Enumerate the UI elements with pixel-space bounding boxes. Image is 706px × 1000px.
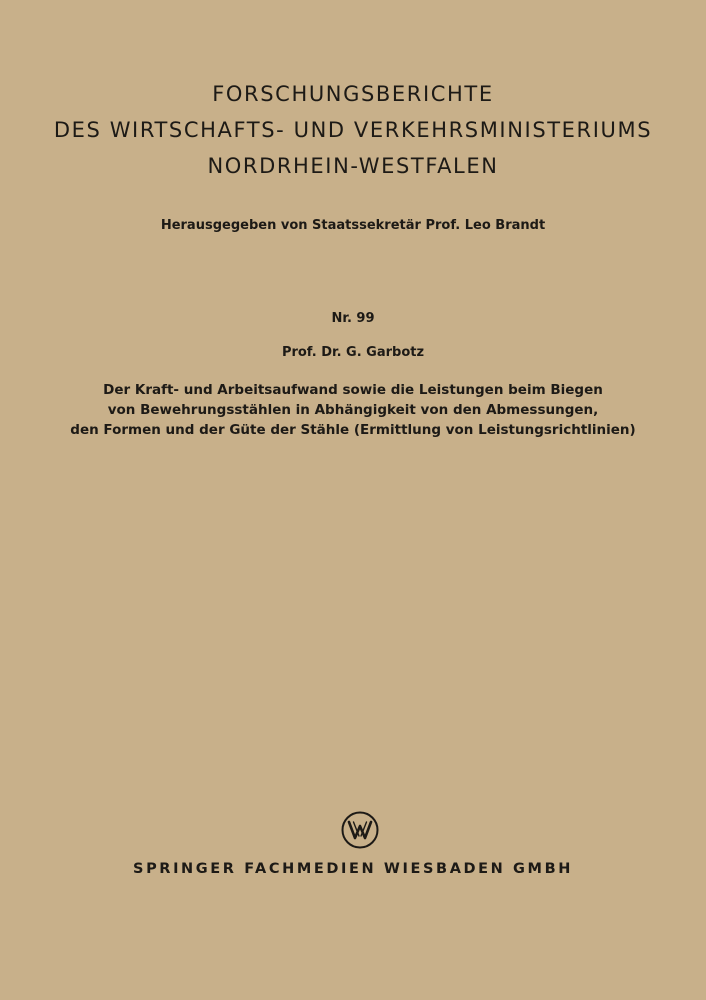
series-title-line-3: NORDRHEIN-WESTFALEN (207, 154, 499, 178)
book-title-line-3: den Formen und der Güte der Stähle (Ermittlung von Leistungsrichtlinien) (70, 422, 636, 438)
book-title (0, 380, 706, 440)
book-title-line-1: Der Kraft- und Arbeitsaufwand sowie die Leistungen beim Biegen (103, 382, 603, 398)
series-title-line-2: DES WIRTSCHAFTS- UND VERKEHRSMINISTERIUMS (53, 118, 653, 142)
editor-credit: Herausgegeben von Staatssekretär Prof. Leo Brandt (160, 218, 546, 233)
volume-number: Nr. 99 (331, 311, 375, 326)
series-title-line-1: FORSCHUNGSBERICHTE (212, 82, 494, 106)
author-name: Prof. Dr. G. Garbotz (281, 345, 425, 360)
springer-vw-logo-icon (340, 810, 380, 850)
book-title-line-2: von Bewehrungsstählen in Abhängigkeit von den Abmessungen, (107, 402, 599, 418)
series-title (0, 76, 706, 184)
publisher-name: SPRINGER FACHMEDIEN WIESBADEN GMBH (133, 861, 573, 877)
